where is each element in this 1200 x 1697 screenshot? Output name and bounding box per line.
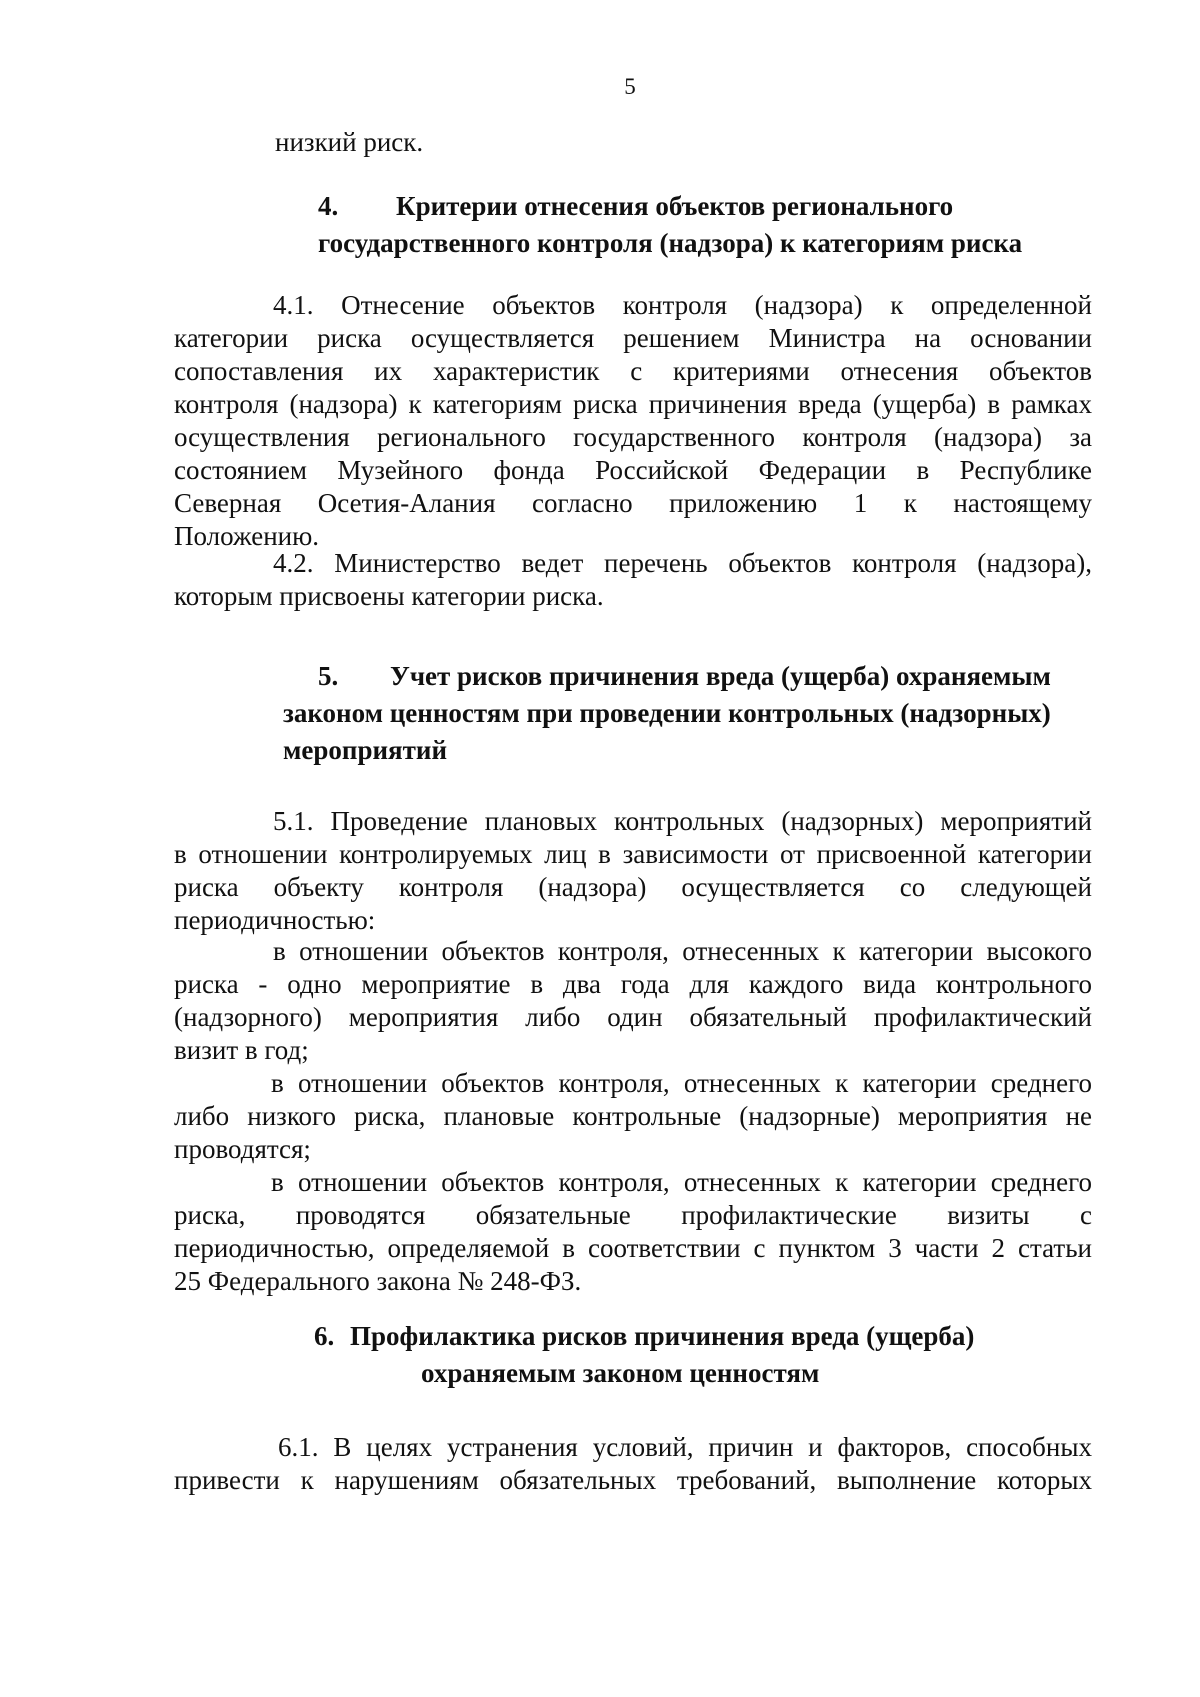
text-line: категории риска осуществляется решением Министра на основании (174, 323, 1092, 353)
section-4-number: 4. (318, 191, 339, 221)
text-line: 6.1. В целях устранения условий, причин и факторов, способных (278, 1432, 1092, 1462)
text-line: в отношении объектов контроля, отнесенных к категории среднего (271, 1167, 1092, 1197)
section-6-title-line-1: Профилактика рисков причинения вреда (ущерба) (350, 1321, 975, 1351)
section-5-title-line-2: законом ценностям при проведении контрольных (надзорных) (283, 698, 1051, 728)
section-5-heading (318, 658, 1051, 695)
text-line: 25 Федерального закона № 248-ФЗ. (174, 1266, 582, 1296)
section-6-heading (314, 1318, 974, 1355)
section-6-title-line-2: охраняемым законом ценностям (421, 1358, 820, 1388)
text-line: осуществления регионального государственного контроля (надзора) за (174, 422, 1092, 452)
section-6-number: 6. (314, 1321, 335, 1351)
text-line: сопоставления их характеристик с критериями отнесения объектов (174, 356, 1092, 386)
paragraph-4-2 (174, 547, 1092, 613)
section-5-title-line-3: мероприятий (283, 735, 448, 765)
section-4-title-line-1: Критерии отнесения объектов регионального (396, 191, 954, 221)
text-line: Северная Осетия-Алания согласно приложению 1 к настоящему (174, 488, 1092, 518)
text-line: визит в год; (174, 1035, 309, 1065)
page-number: 5 (624, 74, 636, 99)
paragraph-medium-low-risk (174, 1067, 1092, 1166)
text-line: которым присвоены категории риска. (174, 581, 604, 611)
paragraph-6-1 (174, 1431, 1092, 1497)
text-line: Положению. (174, 521, 320, 551)
paragraph-5-1 (174, 805, 1092, 937)
text-line: периодичностью, определяемой в соответствии с пунктом 3 части 2 статьи (174, 1233, 1092, 1263)
text-line: в отношении контролируемых лиц в зависимости от присвоенной категории (174, 839, 1092, 869)
paragraph-medium-risk (174, 1166, 1092, 1298)
text-line: 4.1. Отнесение объектов контроля (надзора) к определенной (273, 290, 1092, 320)
text-line: риска, проводятся обязательные профилактические визиты с (174, 1200, 1092, 1230)
lead-line-block (275, 126, 675, 159)
text-line: в отношении объектов контроля, отнесенных к категории среднего (271, 1068, 1092, 1098)
section-5-title-line-1: Учет рисков причинения вреда (ущерба) охраняемым (390, 661, 1051, 691)
text-line: привести к нарушениям обязательных требований, выполнение которых (174, 1465, 1092, 1495)
section-5-heading-line-2 (283, 695, 1051, 732)
text-line: либо низкого риска, плановые контрольные (надзорные) мероприятия не (174, 1101, 1092, 1131)
paragraph-high-risk (174, 935, 1092, 1067)
lead-line: низкий риск. (275, 127, 424, 157)
text-line: (надзорного) мероприятия либо один обязательный профилактический (174, 1002, 1092, 1032)
text-line: в отношении объектов контроля, отнесенных к категории высокого (273, 936, 1092, 966)
text-line: контроля (надзора) к категориям риска причинения вреда (ущерба) в рамках (174, 389, 1092, 419)
text-line: периодичностью: (174, 905, 376, 935)
text-line: 4.2. Министерство ведет перечень объектов контроля (надзора), (273, 548, 1092, 578)
section-4-title-line-2: государственного контроля (надзора) к категориям риска (318, 228, 1023, 258)
text-line: состоянием Музейного фонда Российской Федерации в Республике (174, 455, 1092, 485)
section-6-heading-line-2 (421, 1355, 819, 1392)
section-4-heading (318, 188, 953, 225)
text-line: риска - одно мероприятие в два года для каждого вида контрольного (174, 969, 1092, 999)
text-line: 5.1. Проведение плановых контрольных (надзорных) мероприятий (273, 806, 1092, 836)
section-4-heading-line-2 (318, 225, 1022, 262)
paragraph-4-1 (174, 289, 1092, 553)
section-5-heading-line-3 (283, 732, 447, 769)
section-5-number: 5. (318, 661, 339, 691)
text-line: проводятся; (174, 1134, 311, 1164)
text-line: риска объекту контроля (надзора) осуществляется со следующей (174, 872, 1092, 902)
